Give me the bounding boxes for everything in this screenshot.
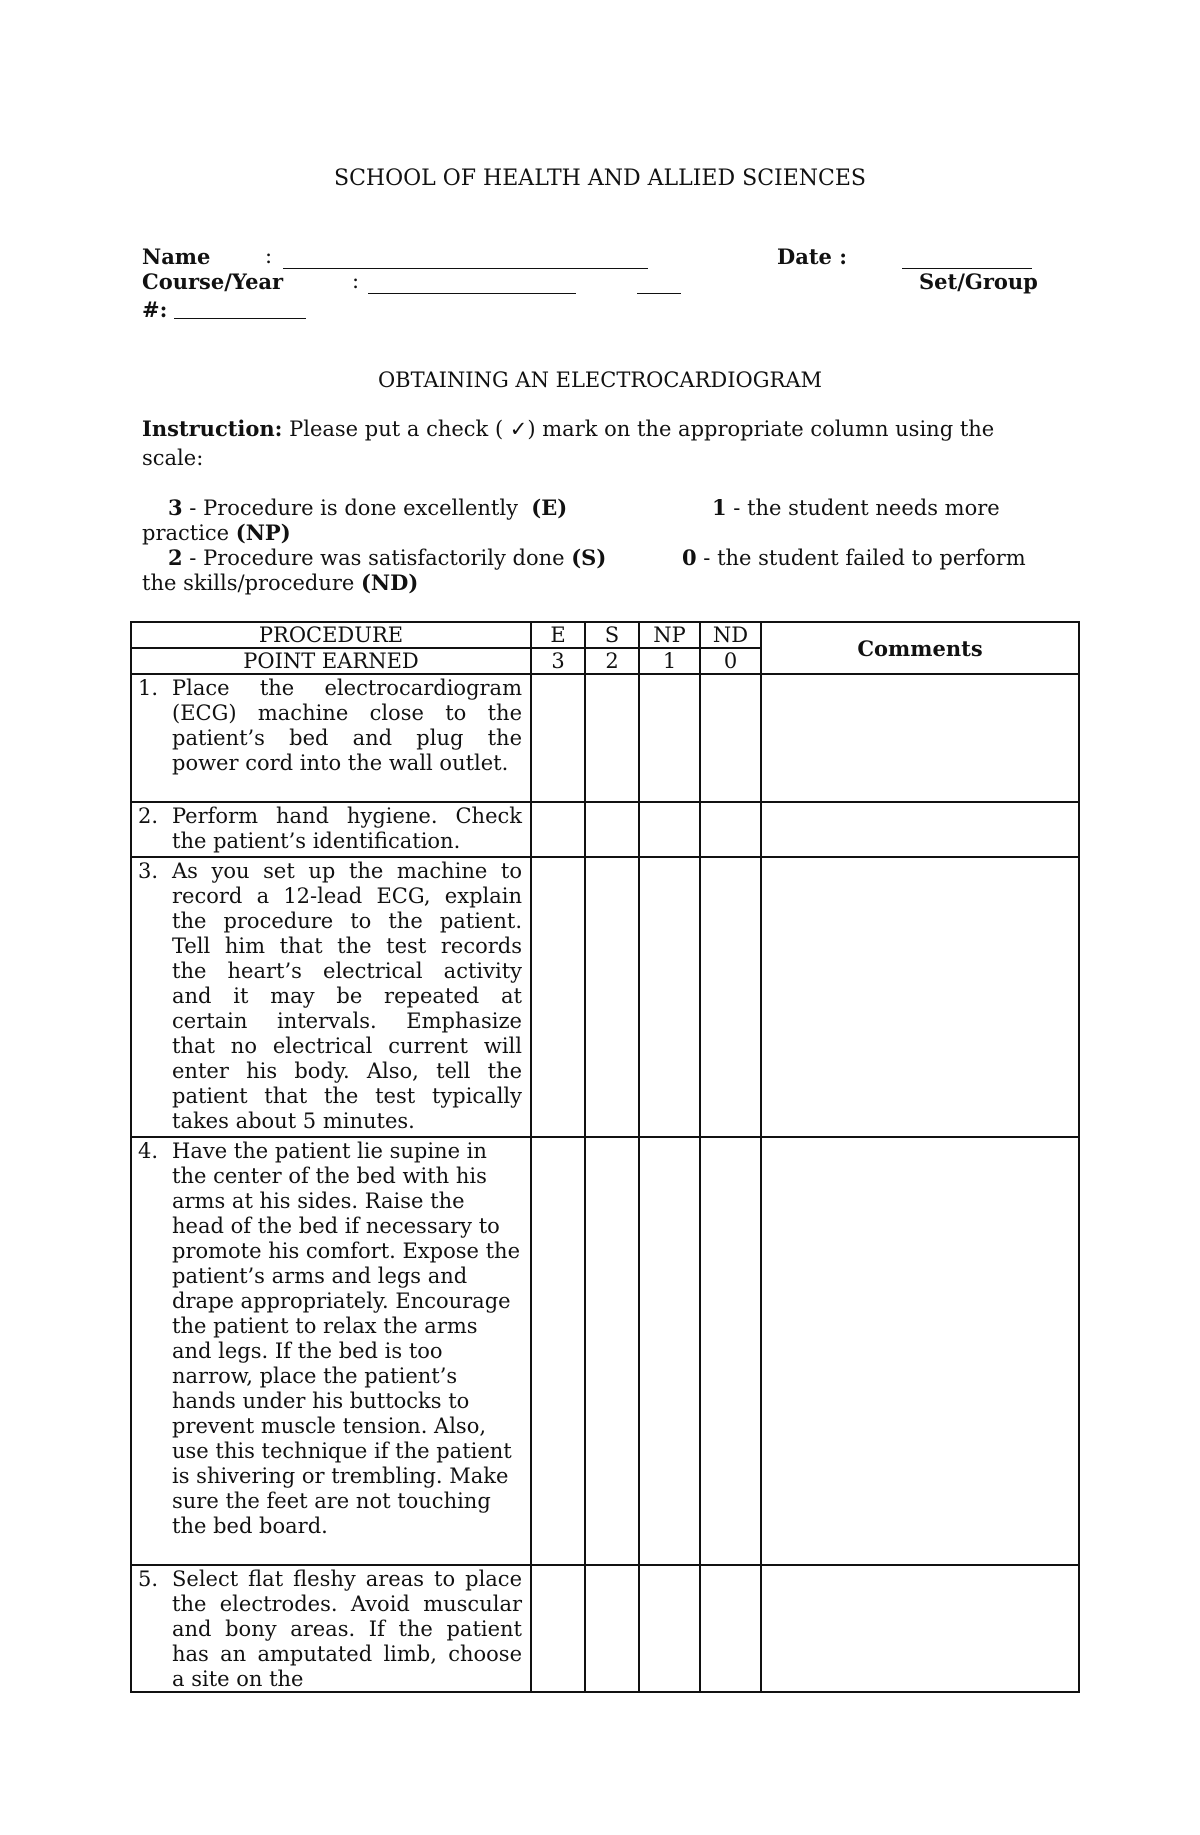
form-title: OBTAINING AN ELECTROCARDIOGRAM — [377, 368, 823, 392]
check-cell-s[interactable] — [585, 802, 639, 857]
comments-cell[interactable] — [761, 1565, 1079, 1692]
check-cell-nd[interactable] — [700, 857, 761, 1137]
check-cell-e[interactable] — [531, 857, 585, 1137]
check-cell-np[interactable] — [639, 857, 700, 1137]
step-text: Select flat fleshy areas to place the electrodes. Avoid muscular and bony areas. If the patient has an amputated limb, choose a site on the — [172, 1567, 522, 1691]
check-cell-s[interactable] — [585, 674, 639, 802]
scale-0-text: - the student failed to perform — [696, 546, 1026, 570]
instruction-label: Instruction: — [142, 416, 283, 441]
comments-header: Comments — [761, 622, 1079, 674]
instruction-line-1 — [142, 416, 994, 441]
header-row-codes — [131, 622, 1079, 648]
column-header-nd: ND — [700, 622, 761, 648]
check-cell-np[interactable] — [639, 1565, 700, 1692]
check-cell-e[interactable] — [531, 674, 585, 802]
scale-0-code: (ND) — [361, 570, 419, 595]
points-earned-header: POINT EARNED — [131, 648, 531, 674]
scale-1-number: 1 — [712, 495, 727, 520]
table-row — [131, 857, 1079, 1137]
scale-1-text: - the student needs more — [726, 496, 1000, 520]
scale-0-continued — [142, 570, 418, 595]
scale-3-number: 3 — [168, 495, 183, 520]
step-text: As you set up the machine to record a 12-lead ECG, explain the procedure to the patient. Tell him that the test records the heart’s electrical activity and it may be repeated at certain intervals. Emphasize that no electrical current will enter his body. Also, tell the patient that the test typically takes about 5 minutes. — [172, 859, 522, 1133]
comments-cell[interactable] — [761, 674, 1079, 802]
table-row — [131, 674, 1079, 802]
comments-cell[interactable] — [761, 857, 1079, 1137]
course-year-label: Course/Year — [142, 269, 284, 294]
procedure-cell — [131, 802, 531, 857]
check-cell-np[interactable] — [639, 802, 700, 857]
course-year-field-line[interactable] — [368, 273, 576, 294]
column-header-s: S — [585, 622, 639, 648]
scale-3-text: - Procedure is done excellently — [182, 496, 532, 520]
procedure-header: PROCEDURE — [131, 622, 531, 648]
points-e: 3 — [531, 648, 585, 674]
date-field-line[interactable] — [902, 248, 1032, 269]
scale-3 — [168, 495, 567, 520]
set-group-field-line[interactable] — [637, 273, 681, 294]
step-number: 3. — [138, 859, 159, 883]
scale-0-cont-text: the skills/procedure — [142, 571, 361, 595]
step-text: Have the patient lie supine in the center of the bed with his arms at his sides. Raise the head of the bed if necessary to promote his comfort. Expose the patient’s arms and legs and drape appropriately. Encourage the patient to relax the arms and legs. If the bed is too narrow, place the patient’s hands under his buttocks to prevent muscle tension. Also, use this technique if the patient is shivering or trembling. Make sure the feet are not touching the bed board. — [172, 1139, 521, 1538]
step-text: Place the electrocardiogram (ECG) machine close to the patient’s bed and plug the power cord into the wall outlet. — [172, 676, 522, 775]
instruction-text: Please put a check ( ✓) mark on the appropriate column using the — [282, 417, 995, 441]
check-cell-nd[interactable] — [700, 1137, 761, 1565]
scale-2 — [168, 545, 606, 570]
instruction-line-2: scale: — [142, 446, 204, 470]
check-cell-nd[interactable] — [700, 674, 761, 802]
comments-cell[interactable] — [761, 802, 1079, 857]
column-header-e: E — [531, 622, 585, 648]
scale-1-cont-text: practice — [142, 521, 236, 545]
rubric-table — [130, 621, 1080, 1693]
check-cell-np[interactable] — [639, 1137, 700, 1565]
step-number: 2. — [138, 804, 159, 828]
procedure-cell — [131, 674, 531, 802]
scale-2-number: 2 — [168, 545, 183, 570]
table-row — [131, 802, 1079, 857]
procedure-cell — [131, 1565, 531, 1692]
number-label: #: — [142, 297, 168, 322]
scale-2-code: (S) — [571, 545, 607, 570]
number-field-line[interactable] — [174, 298, 306, 319]
points-np: 1 — [639, 648, 700, 674]
check-cell-s[interactable] — [585, 1565, 639, 1692]
date-label: Date : — [777, 244, 847, 269]
name-colon: : — [265, 244, 273, 268]
procedure-cell — [131, 857, 531, 1137]
check-cell-nd[interactable] — [700, 802, 761, 857]
school-heading: SCHOOL OF HEALTH AND ALLIED SCIENCES — [334, 166, 866, 191]
points-nd: 0 — [700, 648, 761, 674]
scale-0 — [682, 545, 1026, 570]
table-row — [131, 1565, 1079, 1692]
check-cell-nd[interactable] — [700, 1565, 761, 1692]
step-number: 5. — [138, 1567, 159, 1591]
step-text: Perform hand hygiene. Check the patient’s identification. — [172, 804, 522, 853]
check-cell-np[interactable] — [639, 674, 700, 802]
step-number: 1. — [138, 676, 159, 700]
check-cell-e[interactable] — [531, 802, 585, 857]
check-cell-s[interactable] — [585, 1137, 639, 1565]
step-number: 4. — [138, 1139, 159, 1163]
name-field-line[interactable] — [283, 248, 648, 269]
set-group-label: Set/Group — [919, 269, 1038, 294]
check-cell-e[interactable] — [531, 1137, 585, 1565]
course-colon: : — [352, 269, 360, 293]
procedure-cell — [131, 1137, 531, 1565]
scale-1 — [712, 495, 1000, 520]
name-label: Name — [142, 244, 211, 269]
scale-1-continued — [142, 520, 291, 545]
scale-3-code: (E) — [531, 495, 568, 520]
check-cell-e[interactable] — [531, 1565, 585, 1692]
scale-1-code: (NP) — [235, 520, 291, 545]
scale-0-number: 0 — [682, 545, 697, 570]
points-s: 2 — [585, 648, 639, 674]
comments-cell[interactable] — [761, 1137, 1079, 1565]
scale-2-text: - Procedure was satisfactorily done — [182, 546, 572, 570]
column-header-np: NP — [639, 622, 700, 648]
check-cell-s[interactable] — [585, 857, 639, 1137]
table-row — [131, 1137, 1079, 1565]
